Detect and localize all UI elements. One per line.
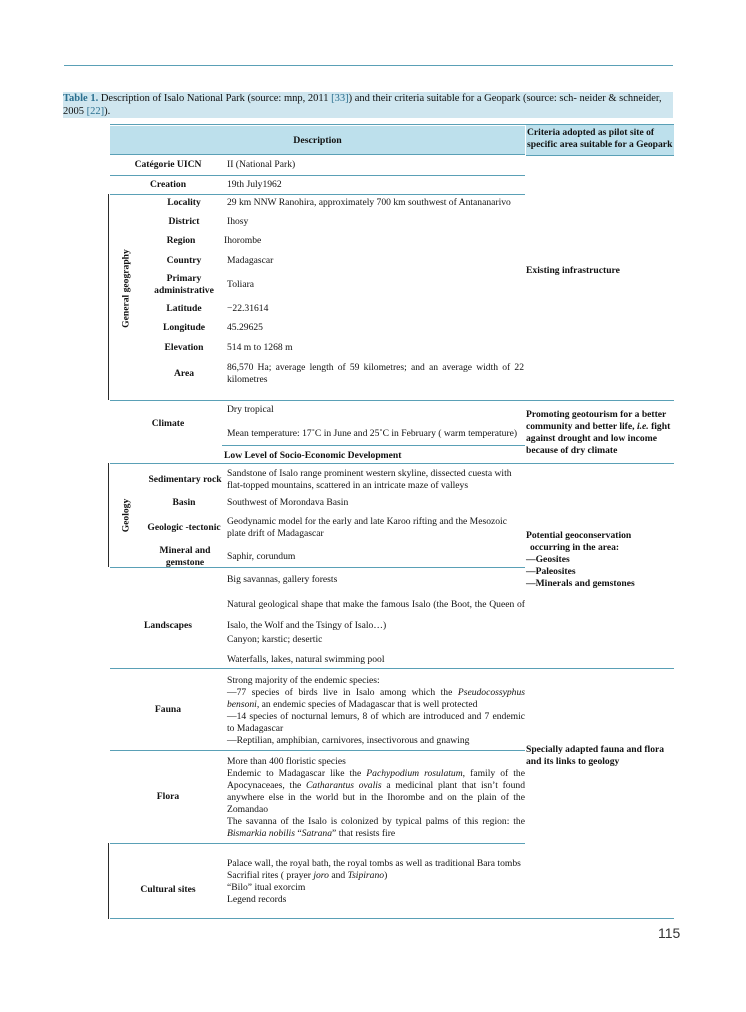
header-description: Description	[110, 126, 525, 154]
cultural-text: and	[328, 870, 348, 881]
row-label-sedimentary-rock: Sedimentary rock	[148, 474, 222, 485]
rule	[110, 750, 525, 751]
row-value-district: Ihosy	[227, 216, 249, 227]
rule	[110, 668, 674, 669]
rule	[222, 445, 525, 446]
row-value-landscapes-1: Big savannas, gallery forests	[227, 574, 338, 585]
row-value-climate-2: Mean temperature: 17˚C in June and 25˚C in February ( warm temperature)	[227, 428, 518, 439]
row-value-categorie: II (National Park)	[227, 159, 296, 170]
row-value-geologic-tectonic: Geodynamic model for the early and late Karoo rifting and the Mesozoic plate drift of Madagascar	[227, 516, 507, 539]
criteria-text: fight against drought and low income because of dry climate	[526, 421, 671, 456]
cultural-line-1: Palace wall, the royal bath, the royal tombs as well as traditional Bara tombs	[227, 858, 521, 869]
row-label-geologic-tectonic: Geologic -tectonic	[147, 522, 221, 533]
criteria-special-fauna-flora: Specially adapted fauna and flora and its links to geology	[526, 744, 665, 767]
row-value-flora	[227, 756, 525, 840]
row-value-creation: 19th July1962	[227, 179, 282, 190]
row-value-socio-economic: Low Level of Socio-Economic Development	[224, 450, 402, 461]
criteria-existing-infrastructure: Existing infrastructure	[526, 265, 620, 276]
criteria-potential-line: Potential geoconservation	[526, 530, 632, 541]
cultural-text: Sacrifial rites ( prayer	[227, 870, 314, 881]
row-value-fauna	[227, 675, 525, 747]
row-label-flora: Flora	[156, 791, 180, 802]
flora-text: , family of the Apocynaceaes, the	[227, 768, 525, 791]
group-geology: Geology	[120, 498, 132, 533]
row-value-primary-administrative: Toliara	[227, 279, 255, 290]
cultural-bracket	[108, 843, 109, 919]
row-label-creation: Creation	[149, 179, 187, 190]
row-value-sedimentary-rock: Sandstone of Isalo range prominent western skyline, dissected cuesta with flat-topped mountains, scattered in an intricate maze of valleys	[227, 468, 512, 491]
criteria-potential-geoconservation	[526, 530, 676, 590]
row-value-climate-1: Dry tropical	[227, 404, 274, 415]
row-value-country: Madagascar	[227, 255, 274, 266]
flora-text: a medicinal plant that isn’t found anywhere else in the world but in the Ihorombe and on the plain of the Zomandao	[227, 780, 525, 815]
cultural-term: joro	[313, 870, 329, 881]
caption-ref-22[interactable]: [22]	[86, 106, 105, 117]
cultural-line-3: “Bilo” itual exorcim	[227, 882, 306, 893]
rule	[110, 843, 525, 844]
fauna-text: —77 species of birds live in Isalo among which the	[227, 687, 458, 698]
fauna-species: Pseudocossyphus bensoni	[227, 687, 525, 710]
criteria-potential-line: —Paleosites	[526, 566, 576, 577]
row-label-categorie: Catégorie UICN	[134, 159, 202, 170]
criteria-text: Promoting geotourism for a better community and better life,	[526, 409, 667, 432]
row-label-cultural-sites: Cultural sites	[140, 884, 196, 895]
fauna-line-3: —14 species of nocturnal lemurs, 8 of which are introduced and 7 endemic to Madagascar	[227, 711, 525, 734]
row-label-landscapes: Landscapes	[144, 620, 192, 631]
flora-species: Catharantus ovalis	[306, 780, 382, 791]
cultural-text: )	[384, 870, 388, 881]
row-label-latitude: Latitude	[166, 303, 202, 314]
rule	[110, 175, 525, 176]
row-label-mineral-gemstone: Mineral and gemstone	[159, 545, 211, 568]
row-value-mineral-gemstone: Saphir, corundum	[227, 551, 296, 562]
row-label-district: District	[168, 216, 200, 227]
row-label-area: Area	[173, 368, 195, 379]
row-label-primary-administrative: Primary administrative	[154, 273, 214, 296]
page-number: 115	[658, 925, 681, 941]
row-label-country: Country	[166, 255, 202, 266]
flora-species: Pachypodium rosulatum	[366, 768, 463, 779]
header-criteria: Criteria adopted as pilot site of specific area suitable for a Geopark	[526, 124, 674, 156]
criteria-promoting-geotourism	[526, 409, 674, 457]
fauna-line-2	[227, 687, 525, 711]
caption-ref-33[interactable]: [33]	[331, 93, 349, 104]
flora-text: Endemic to Madagascar like the	[227, 768, 367, 779]
row-value-basin: Southwest of Morondava Basin	[227, 497, 349, 508]
fauna-line-4: —Reptilian, amphibian, carnivores, insectivorous and gnawing	[227, 735, 470, 746]
table-top-rule	[110, 124, 674, 125]
row-value-region: Ihorombe	[224, 235, 262, 246]
row-label-climate: Climate	[151, 418, 185, 429]
table-bottom-rule	[110, 918, 674, 919]
cultural-line-2	[227, 870, 525, 882]
row-value-longitude: 45.29625	[227, 322, 263, 333]
row-label-locality: Locality	[167, 197, 201, 208]
table-caption	[63, 92, 673, 118]
rule	[110, 194, 525, 195]
rule	[526, 155, 674, 156]
flora-species: Bismarkia nobilis	[227, 828, 295, 839]
row-label-region: Region	[166, 235, 196, 246]
rule	[110, 154, 525, 155]
row-value-latitude: −22.31614	[227, 303, 269, 314]
criteria-potential-line: —Geosites	[526, 554, 570, 565]
criteria-potential-line: occurring in the area:	[530, 542, 620, 553]
flora-text: ” that resists fire	[332, 828, 396, 839]
flora-species: Satrana	[301, 828, 333, 839]
caption-text-c: ).	[104, 106, 111, 117]
fauna-text: , an endemic species of Madagascar that is well protected	[256, 699, 478, 710]
row-value-locality: 29 km NNW Ranohira, approximately 700 km southwest of Antananarivo	[227, 197, 511, 208]
row-label-longitude: Longitude	[162, 322, 206, 333]
header-rule	[64, 65, 673, 66]
caption-text-b: ) and their criteria suitable for a Geopark (source: sch- neider & schneider, 2005	[63, 93, 662, 117]
criteria-text: i.e.	[636, 421, 649, 432]
rule	[110, 463, 674, 464]
fauna-line-1: Strong majority of the endemic species:	[227, 675, 380, 686]
flora-line-1: More than 400 floristic species	[227, 756, 346, 767]
flora-text: “	[294, 828, 302, 839]
flora-text: The savanna of the Isalo is colonized by typical palms of this region: the	[227, 816, 525, 827]
row-label-fauna: Fauna	[154, 704, 182, 715]
flora-line-2	[227, 768, 525, 816]
cultural-line-4: Legend records	[227, 894, 287, 905]
row-value-landscapes-3: Canyon; karstic; desertic	[227, 634, 323, 645]
flora-line-3	[227, 816, 525, 840]
row-label-elevation: Elevation	[164, 342, 204, 353]
group-general-geography: General geography	[120, 249, 132, 328]
row-value-area: 86,570 Ha; average length of 59 kilometres; and an average width of 22 kilometres	[227, 362, 524, 385]
cultural-term: Tsipirano	[347, 870, 385, 881]
row-value-elevation: 514 m to 1268 m	[227, 342, 293, 353]
row-value-landscapes-4: Waterfalls, lakes, natural swimming pool	[227, 654, 385, 665]
criteria-potential-line: —Minerals and gemstones	[526, 578, 635, 589]
row-label-basin: Basin	[172, 497, 196, 508]
row-value-landscapes-2: Natural geological shape that make the famous Isalo (the Boot, the Queen of Isalo, the Wolf and the Tsingy of Isalo…)	[227, 599, 525, 631]
caption-text-a: Description of Isalo National Park (source: mnp, 2011	[98, 93, 332, 104]
geology-bracket	[108, 463, 109, 567]
caption-label: Table 1.	[63, 93, 99, 104]
rule	[110, 400, 674, 401]
general-geography-bracket	[108, 194, 109, 400]
row-value-cultural-sites	[227, 858, 525, 906]
